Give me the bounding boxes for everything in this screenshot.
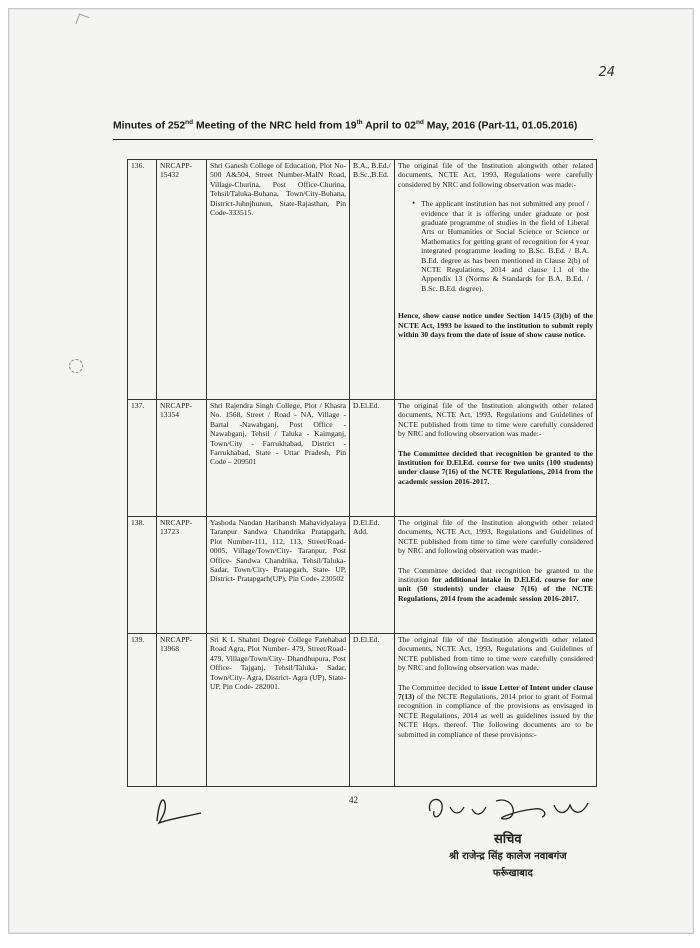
document-page	[8, 8, 694, 934]
committee-decision	[398, 683, 593, 739]
committee-decision: Hence, show cause notice under Section 14/15 (3)(b) of the NCTE Act, 1993 be issued to the institution to submit reply within 30 days from the date of issue of show cause notice.	[398, 311, 593, 340]
observation-cell	[395, 634, 597, 787]
course-name: D.El.Ed.	[350, 634, 395, 787]
observation-cell	[395, 160, 597, 400]
application-number: NRCAPP-13354	[157, 400, 207, 517]
row-number: 136.	[128, 160, 157, 400]
institution-details: Shri Rajendra Singh College, Plot / Khasra No. 1568, Street / Road - NA, Village - Bartal -Nawabganj, Post Office - Nawabganj, Tehsil / Taluka - Kaimganj, Town/City - Farrukhabad, District - Farrukhabad, State - Uttar Pradesh, Pin Code – 209501	[207, 400, 350, 517]
table-row	[128, 634, 597, 787]
official-stamp	[449, 829, 567, 879]
page-title: Minutes of 252nd Meeting of the NRC held from 19th April to 02nd May, 2016 (Part-11, 01.05.2016)	[113, 119, 578, 132]
course-name: D.El.Ed.	[350, 400, 395, 517]
decision-text: of the NCTE Regulations, 2014 prior to grant of Formal recognition in compliance of the provisions as envisaged in NCTE Regulations, 2014 as well as guidelines issued by the NCTE Hqrs. thereof. The following documents are to be submitted in compliance of these provisions:-	[398, 692, 593, 739]
course-name: B.A., B.Ed./ B.Sc.,B.Ed.	[350, 160, 395, 400]
decision-text: The Committee decided that recognition be granted to the institution	[398, 565, 593, 585]
bullet-icon: •	[412, 198, 416, 209]
observation-intro: The original file of the Institution alongwith other related documents, NCTE Act, 1993, Regulations and Guidelines of NCTE published from time to time were carefully considered by NRC and following observation was made:-	[398, 401, 593, 439]
secretary-signature-icon	[424, 789, 604, 829]
page-number: 42	[349, 795, 358, 805]
application-number: NRCAPP-13968	[157, 634, 207, 787]
stamp-college-name: श्री राजेन्द्र सिंह कालेज नवाबगंज	[449, 851, 567, 862]
application-number: NRCAPP-15432	[157, 160, 207, 400]
page-corner-mark	[75, 13, 89, 27]
minutes-table	[127, 159, 597, 787]
institution-details: Sri K L Shahtri Degree College Fatehabad Road Agra, Plot Number- 479, Street/Road- 479, Village/Town/City- Dhandhupura, Post Office- Tajganj, Tehsil/Taluka- Sadar, Town/City- Agra, District- Agra (UP), State- UP, Pin Code- 282001.	[207, 634, 350, 787]
punch-hole-mark	[69, 359, 83, 373]
table-row	[128, 517, 597, 634]
committee-decision: The Committee decided that recognition be granted to the institution for D.El.Ed. course for two units (100 students) under clause 7(16) of the NCTE Regulations, 2014 from the academic session 2016-2017.	[398, 448, 593, 486]
observation-cell	[395, 400, 597, 517]
handwritten-page-number: 24	[598, 65, 615, 80]
observation-intro: The original file of the Institution alongwith other related documents, NCTE Act, 1993, Regulations and Guidelines of NCTE published from time to time were carefully considered by NRC and following observation was made.	[398, 635, 593, 673]
observation-intro: The original file of the Institution alongwith other related documents, NCTE Act, 1993, Regulations were carefully considered by NRC and following observation was made:-	[398, 161, 593, 189]
committee-decision	[398, 566, 593, 604]
row-number: 137.	[128, 400, 157, 517]
row-number: 139.	[128, 634, 157, 787]
observation-intro: The original file of the Institution alongwith other related documents, NCTE Act, 1993, Regulations and Guidelines of NCTE published from time to time were carefully considered by NRC and following observation was made:-	[398, 518, 593, 556]
observation-bullet-text: The applicant institution has not submitted any proof / evidence that it is offering under graduate or post graduate programme of studies in the field of Liberal Arts or Humanities or Social Science or Science or Mathematics for getting grant of recognition for 4 year integrated programme leading to B.Sc. B.Ed. / B.A. B.Ed. degree as has been mentioned in Clause 2(b) of NCTE Regulations, 2014 and clause 1.1 of the Appendix 13 (Norms & Standards for B.A. B.Ed. / B.Sc. B.Ed. degree).	[421, 199, 589, 293]
table-row	[128, 160, 597, 400]
decision-text-bold: issue Letter of Intent under clause 7(13)	[398, 682, 593, 702]
decision-text-bold: for additional intake in D.El.Ed. course for one unit (50 students) under clause 7(16) of the NCTE Regulations, 2014 from the academic session 2016-2017.	[398, 575, 593, 603]
institution-details: Shri Ganesh College of Education, Plot No-500 A&504, Street Number-MaIN Road, Village-Churina, Post Office-Churina, Tehsil/Taluka-Buhana, Town/City-Buhana, District-Juhnjhunun, State-Rajasthan, Pin Code-333515.	[207, 160, 350, 400]
title-underline	[113, 139, 593, 140]
institution-details: Yashoda Nandan Haribansh Mahavidyalaya Taranpur Sandwa Chandrika Pratapgarh, Plot Number-111, 112, 113, Street/Road- 0005, Village/Town/City- Taranpur, Post Office- Sandwa Chandrika, Tehsil/Taluka- Sadar, Town/City- Pratapgarh, State- UP, District- Pratapgarh(UP), Pin Code- 230502	[207, 517, 350, 634]
observation-cell	[395, 517, 597, 634]
initials-signature-icon	[149, 791, 209, 831]
table-row	[128, 400, 597, 517]
course-name: D.El.Ed. Add.	[350, 517, 395, 634]
stamp-location: फर्रूखाबाद	[492, 868, 533, 879]
application-number: NRCAPP-13723	[157, 517, 207, 634]
observation-bullet	[412, 199, 589, 293]
stamp-designation: सचिव	[494, 832, 522, 847]
decision-text: The Committee decided to	[398, 682, 482, 692]
row-number: 138.	[128, 517, 157, 634]
